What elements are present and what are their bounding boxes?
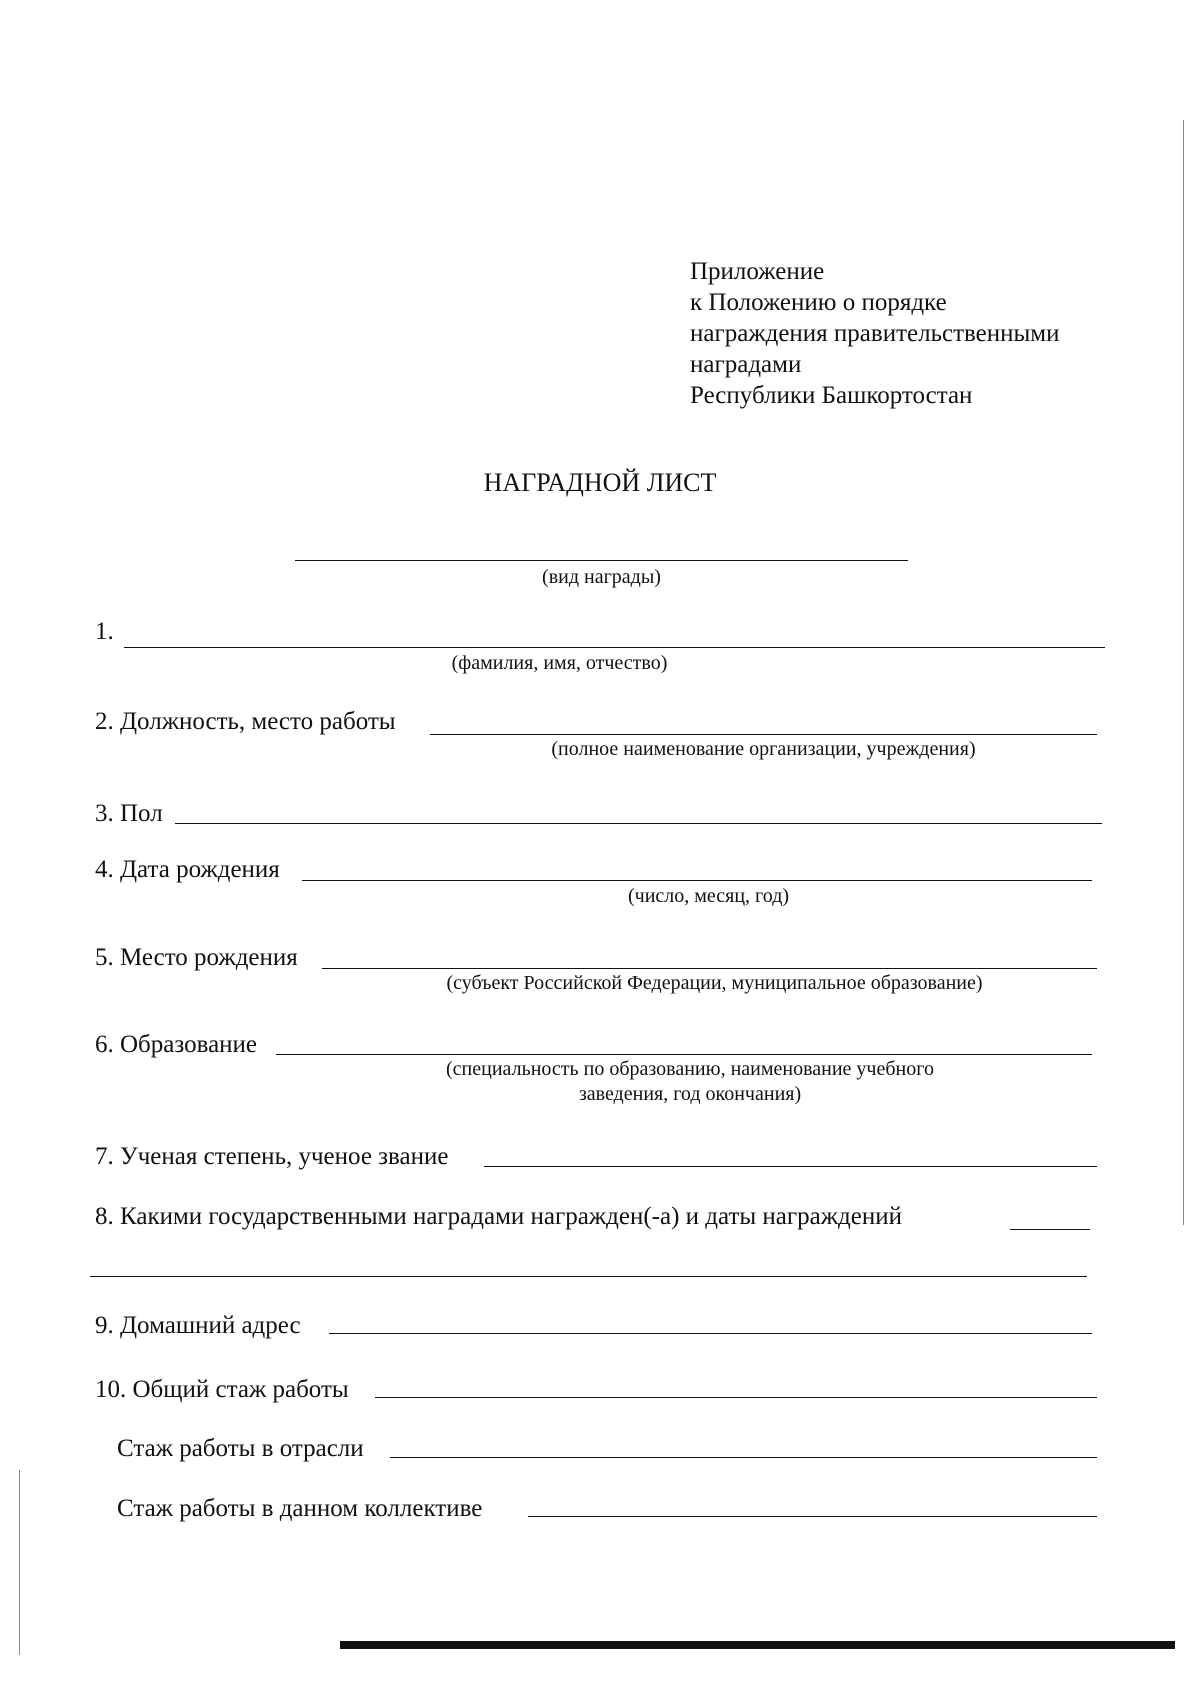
field-home-address (95, 1306, 1105, 1342)
field-team-experience (117, 1489, 1107, 1525)
state-awards-line[interactable] (1010, 1229, 1090, 1230)
field-position-workplace (95, 702, 1105, 738)
education-hint: (специальность по образованию, наименование учебного (446, 1058, 934, 1080)
appendix-line: наградами (690, 351, 802, 378)
field-label: 5. Место рождения (95, 944, 298, 971)
appendix-line: Приложение (690, 258, 825, 285)
field-label: 7. Ученая степень, ученое звание (95, 1143, 449, 1170)
education-hint: заведения, год окончания) (578, 1083, 802, 1105)
academic-degree-line[interactable] (484, 1166, 1097, 1167)
field-label: 3. Пол (95, 800, 163, 827)
field-education (95, 1025, 1105, 1061)
appendix-line: к Положению о порядке (690, 289, 947, 316)
education-line[interactable] (276, 1054, 1092, 1055)
award-type-line[interactable] (295, 560, 908, 561)
gender-line[interactable] (175, 823, 1102, 824)
field-label: 1. (95, 618, 114, 645)
industry-experience-line[interactable] (390, 1457, 1097, 1458)
position-workplace-line[interactable] (430, 734, 1097, 735)
field-gender (95, 794, 1105, 830)
scan-edge-left (19, 1470, 20, 1655)
full-name-hint: (фамилия, имя, отчество) (451, 652, 668, 674)
total-experience-line[interactable] (375, 1397, 1097, 1398)
field-label: Стаж работы в данном коллективе (117, 1495, 483, 1522)
field-industry-experience (117, 1429, 1107, 1465)
birth-date-hint: (число, месяц, год) (627, 885, 790, 907)
appendix-line: награждения правительственными (690, 320, 1060, 347)
appendix-note (690, 256, 1060, 411)
field-label: 2. Должность, место работы (95, 708, 396, 735)
state-awards-line-continued[interactable] (90, 1276, 1087, 1277)
full-name-line[interactable] (124, 647, 1105, 648)
scan-bottom-bar (340, 1641, 1175, 1649)
scan-edge-right (1183, 120, 1184, 1225)
birth-place-line[interactable] (322, 968, 1097, 969)
document-title: НАГРАДНОЙ ЛИСТ (483, 468, 717, 497)
field-academic-degree (95, 1137, 1105, 1173)
field-label: Стаж работы в отрасли (117, 1435, 364, 1462)
birth-place-hint: (субъект Российской Федерации, муниципальное образование) (446, 972, 983, 994)
field-label: 9. Домашний адрес (95, 1312, 301, 1339)
field-label: 6. Образование (95, 1031, 258, 1058)
team-experience-line[interactable] (528, 1516, 1097, 1517)
field-full-name (95, 612, 1105, 648)
field-label: 8. Какими государственными наградами награжден(-а) и даты награждений (95, 1203, 902, 1230)
birth-date-line[interactable] (302, 880, 1092, 881)
field-label: 4. Дата рождения (95, 856, 280, 883)
home-address-line[interactable] (329, 1333, 1092, 1334)
position-workplace-hint: (полное наименование организации, учреждения) (551, 738, 976, 760)
field-total-experience (95, 1370, 1105, 1406)
award-type-hint: (вид награды) (542, 566, 661, 588)
field-state-awards (95, 1197, 1105, 1233)
field-label: 10. Общий стаж работы (95, 1376, 349, 1403)
appendix-line: Республики Башкортостан (690, 382, 973, 409)
